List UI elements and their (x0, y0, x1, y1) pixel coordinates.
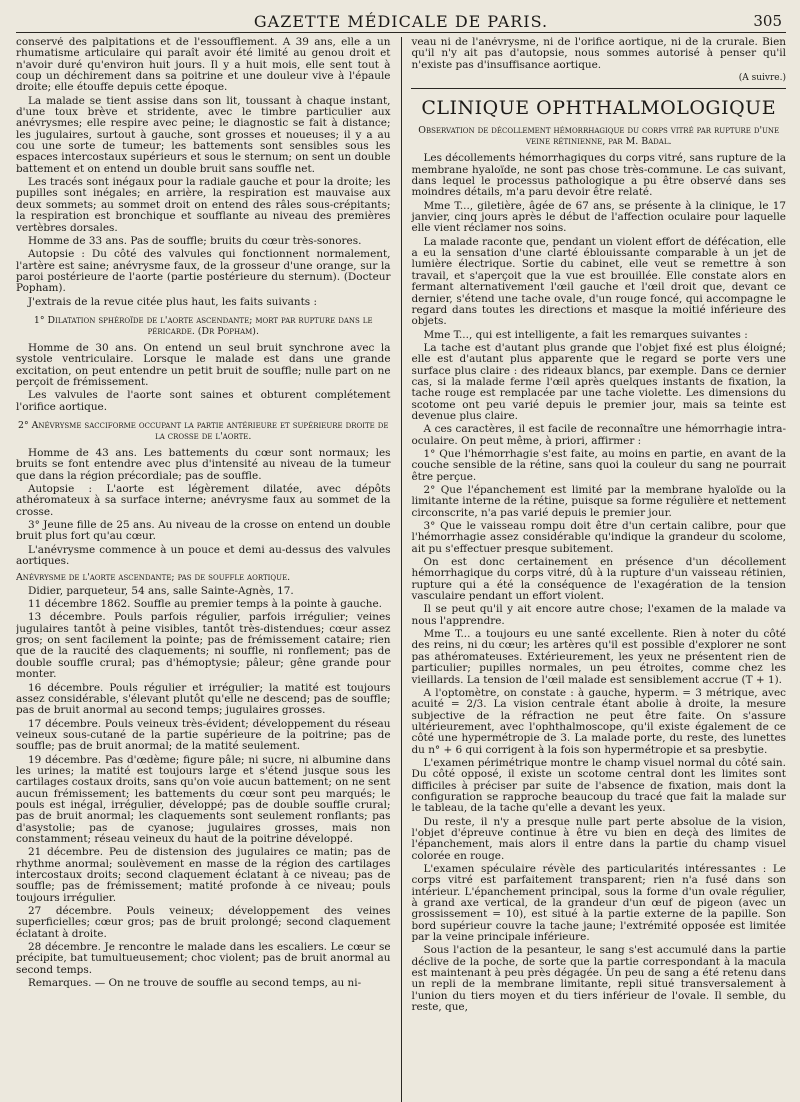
paragraph: 13 décembre. Pouls parfois régulier, parfois irrégulier; veines jugulaires tantôt à peine visibles, tantôt très-distendues; cœur assez gros; on sent facilement la pointe; pas de frémissement cataire; rien que de la raucité des claquements; ni souffle, ni ronflement; pas de double souffle crural; pas d'hémoptysie; pâleur; gêne grande pour monter. (16, 611, 391, 681)
paragraph: Homme de 30 ans. On entend un seul bruit synchrone avec la systole ventriculaire. Lorsque le malade est dans une grande excitation, on peut entendre un petit bruit de souffle; nulle part on ne perçoit de frémissement. (16, 341, 391, 388)
paragraph: 1° Que l'hémorrhagie s'est faite, au moins en partie, en avant de la couche sensible de la rétine, sans quoi la couleur du sang ne pourrait être perçue. (411, 447, 786, 483)
paragraph: L'anévrysme commence à un pouce et demi au-dessus des valvules aortiques. (16, 543, 391, 568)
paragraph: Remarques. — On ne trouve de souffle au second temps, au ni- (28, 977, 362, 990)
paragraph: Sous l'action de la pesanteur, le sang s'est accumulé dans la partie déclive de la poche, de sorte que la partie correspondant à la macula est maintenant à peu près dégagée. Un peu de sang a été retenu dans un repli de la membrane limitante, repli situé transversalement à l'union du tiers moyen et du tiers inférieur de l'ovale. Il semble, du reste, que, (411, 944, 786, 1014)
paragraph: 27 décembre. Pouls veineux; développement des veines superficielles; cœur gros; pas de bruit prolongé; second claquement éclatant à droite. (16, 905, 391, 940)
page-header (16, 10, 786, 33)
paragraph: 17 décembre. Pouls veineux très-évident; développement du réseau veineux sous-cutané de la partie supérieure de la poitrine; pas de souffle; pas de bruit anormal; de la matité seulement. (16, 717, 391, 753)
paragraph: 16 décembre. Pouls régulier et irrégulier; la matité est toujours assez considérable, s'élevant plutôt qu'elle ne descend; pas de souffle; pas de bruit anormal au second temps; jugulaires grosses. (16, 681, 391, 717)
paragraph: A ces caractères, il est facile de reconnaître une hémorrhagie intra-oculaire. On peut même, à priori, affirmer : (411, 423, 786, 447)
paragraph: 11 décembre 1862. Souffle au premier temps à la pointe à gauche. (28, 598, 382, 611)
paragraph: Il se peut qu'il y ait encore autre chose; l'examen de la malade va nous l'apprendre. (411, 603, 786, 627)
article-continuation (411, 37, 786, 71)
paragraph: veau ni de l'anévrysme, ni de l'orifice aortique, ni de la crurale. Bien qu'il n'y ait pas d'autopsie, nous sommes autorisé à penser qu'il n'existe pas d'insuffisance aortique. (411, 37, 786, 71)
paragraph: Didier, parqueteur, 54 ans, salle Sainte-Agnès, 17. (28, 584, 294, 597)
paragraph: La malade se tient assise dans son lit, toussant à chaque instant, d'une toux brève et stridente, avec le timbre particulier aux anévrysmes; elle respire avec peine; le diagnostic se fait à distance; les jugulaires, surtout à gauche, sont grosses et noueuses; il y a au cou une sorte de tumeur; les battements sont sensibles sous les espaces intercostaux supérieurs et sous le sternum; on sent un double battement et on entend un double bruit sans souffle net. (16, 94, 391, 175)
paragraph: Homme de 43 ans. Les battements du cœur sont normaux; les bruits se font entendre avec plus d'intensité au niveau de la tumeur que dans la région précordiale; pas de souffle. (16, 446, 391, 482)
journal-title: GAZETTE MÉDICALE DE PARIS. (253, 12, 549, 31)
subheading: Anévrysme de l'aorte ascendante; pas de souffle aortique. (16, 572, 291, 584)
a-suivre-note: (A suivre.) (738, 73, 786, 84)
paragraph: Mme T..., qui est intelligente, a fait les remarques suivantes : (423, 328, 748, 341)
column-divider (401, 37, 402, 1102)
paragraph: 3° Que le vaisseau rompu doit être d'un certain calibre, pour que l'hémorrhagie assez considérable qu'indique la grandeur du scolome, ait pu s'effectuer presque subitement. (411, 520, 786, 555)
paragraph: 28 décembre. Je rencontre le malade dans les escaliers. Le cœur se précipite, bat tumultueusement; choc violent; pas de bruit anormal au second temps. (16, 941, 391, 976)
section-rule (411, 88, 786, 89)
paragraph: Homme de 33 ans. Pas de souffle; bruits du cœur très-sonores. (28, 234, 362, 247)
paragraph: 19 décembre. Pas d'œdème; figure pâle; ni sucre, ni albumine dans les urines; la matité est toujours large et s'étend jusque sous les cartilages costaux droits, sans qu'on voie aucun battement; on ne sent aucun frémissement; les battements du cœur sont peu marqués; le pouls est inégal, irrégulier, développé; pas de double souffle crural; pas de bruit anormal; les claquements sont seulement ronflants; pas d'asystolie; pas de cyanose; jugulaires grosses, mais non constamment; réseau veineux du haut de la poitrine développé. (16, 753, 391, 845)
subheading: 1° Dilatation sphéroïde de l'aorte ascendante; mort par rupture dans le péricarde. (Dr Popham). (33, 314, 373, 337)
paragraph: 3° Jeune fille de 25 ans. Au niveau de la crosse on entend un double bruit plus fort qu'au cœur. (16, 519, 391, 543)
observation-title: Observation de décollement hémorrhagique du corps vitré par rupture d'une veine rétinienne, par M. Badal. (418, 125, 780, 148)
paragraph: 21 décembre. Peu de distension des jugulaires ce matin; pas de rhythme anormal; soulèvement en masse de la région des cartilages intercostaux droits; second claquement éclatant à ce niveau; pas de souffle; pas de frémissement; matité profonde à ce niveau; pouls toujours irrégulier. (16, 846, 391, 904)
paragraph: A l'optomètre, on constate : à gauche, hyperm. = 3 métrique, avec acuité = 2/3. La vision centrale étant abolie à droite, la mesure subjective de la réfraction ne peut être faite. On s'assure ultérieurement, avec l'ophthalmoscope, qu'il existe également de ce côté une hypermétropie de 3. La malade porte, du reste, des lunettes du n° + 6 qui corrigent à la fois son hypermétropie et sa presbytie. (411, 686, 786, 756)
left-column (16, 37, 391, 1102)
page-number: 305 (753, 12, 782, 30)
paragraph: L'examen spéculaire révèle des particularités intéressantes : Le corps vitré est parfaitement transparent; rien n'a fusé dans son intérieur. L'épanchement principal, sous la forme d'un ovale régulier, à grand axe vertical, de la grandeur d'un œuf de pigeon (avec un grossissement = 10), est situé à la partie externe de la papille. Son bord supérieur couvre la tache jaune; l'extrémité opposée est limitée par la veine principale inférieure. (411, 863, 786, 944)
paragraph: La malade raconte que, pendant un violent effort de défécation, elle a eu la sensation d'une clarté éblouissante comparable à un jet de lumière électrique. Sortie du cabinet, elle veut se remettre à son travail, et s'aperçoit que la vue est brouillée. Elle constate alors en fermant alternativement l'œil gauche et l'œil droit que, devant ce dernier, s'étend une tache ovale, d'un rouge foncé, qui accompagne le regard dans toutes les directions et masque la moitié inférieure des objets. (411, 235, 786, 328)
paragraph: La tache est d'autant plus grande que l'objet fixé est plus éloigné; elle est d'autant plus apparente que le regard se porte vers une surface plus claire : des rideaux blancs, par exemple. Dans ce dernier cas, si la malade ferme l'œil après quelques instants de fixation, la tache rouge est remplacée par une tache violette. Les dimensions du scotome ont peu varié depuis le premier jour, mais sa teinte est devenue plus claire. (411, 341, 786, 422)
paragraph: L'examen périmétrique montre le champ visuel normal du côté sain. Du côté opposé, il existe un scotome central dont les limites sont difficiles à préciser par suite de l'absence de fixation, mais dont la configuration se rapproche beaucoup du tracé que fait la malade sur le tableau, de la tache qu'elle a devant les yeux. (411, 756, 786, 815)
paragraph: Les décollements hémorrhagiques du corps vitré, sans rupture de la membrane hyaloïde, ne sont pas chose très-commune. Le cas suivant, dans lequel le processus pathologique a pu être observé dans ses moindres détails, m'a paru devoir être relaté. (411, 152, 786, 199)
paragraph: J'extrais de la revue citée plus haut, les faits suivants : (28, 295, 317, 308)
paragraph: Mme T..., giletière, âgée de 67 ans, se présente à la clinique, le 17 janvier, cinq jours après le début de l'affection oculaire pour laquelle elle vient réclamer nos soins. (411, 199, 786, 235)
paragraph: conservé des palpitations et de l'essoufflement. A 39 ans, elle a un rhumatisme articulaire qui paraît avoir été limité au genou droit et n'avoir duré qu'environ huit jours. Il y a huit mois, elle sent tout à coup un déchirement dans sa poitrine et une douleur vive à l'épaule droite; elle étouffe depuis cette époque. (16, 37, 391, 94)
paragraph: Du reste, il n'y a presque nulle part perte absolue de la vision, l'objet d'épreuve continue à être vu bien en deçà des limites de l'épanchement, mais alors il entre dans la partie du champ visuel colorée en rouge. (411, 815, 786, 862)
section-title: CLINIQUE OPHTHALMOLOGIQUE (421, 97, 777, 120)
paragraph: Les tracés sont inégaux pour la radiale gauche et pour la droite; les pupilles sont inégales; en arrière, la respiration est mauvaise aux deux sommets; au sommet droit on entend des râles sous-crépitants; la respiration est bronchique et soufflante au niveau des premières vertèbres dorsales. (16, 176, 391, 234)
paragraph: Mme T... a toujours eu une santé excellente. Rien à noter du côté des reins, ni du cœur; les artères qu'il est possible d'explorer ne sont pas athéromateuses. Extérieurement, les yeux ne présentent rien de particulier; pupilles normales, un peu étroites, comme chez les vieillards. La tension de l'œil malade est sensiblement accrue (T + 1). (411, 628, 786, 686)
paragraph: Autopsie : L'aorte est légèrement dilatée, avec dépôts athéromateux à sa surface interne; anévrysme faux au sommet de la crosse. (16, 483, 391, 518)
paragraph: On est donc certainement en présence d'un décollement hémorrhagique du corps vitré, dû à la rupture d'un vaisseau rétinien, rupture qui a été la conséquence de l'exagération de la tension vasculaire pendant un effort violent. (411, 556, 786, 603)
paragraph: Autopsie : Du côté des valvules qui fonctionnent normalement, l'artère est saine; anévrysme faux, de la grosseur d'une orange, sur la paroi postérieure de l'aorte (partie postérieure du sternum). (Docteur Popham). (16, 248, 391, 295)
subheading: 2° Anévrysme sacciforme occupant la partie antérieure et supérieure droite de la crosse de l'aorte. (17, 419, 389, 442)
right-column (411, 37, 786, 1102)
paragraph: Les valvules de l'aorte sont saines et obturent complétement l'orifice aortique. (16, 389, 391, 413)
paragraph: 2° Que l'épanchement est limité par la membrane hyaloïde ou la limitante interne de la rétine, puisque sa forme régulière et nettement circonscrite, n'a pas varié depuis le premier jour. (411, 484, 786, 519)
observation-body (411, 153, 786, 1013)
